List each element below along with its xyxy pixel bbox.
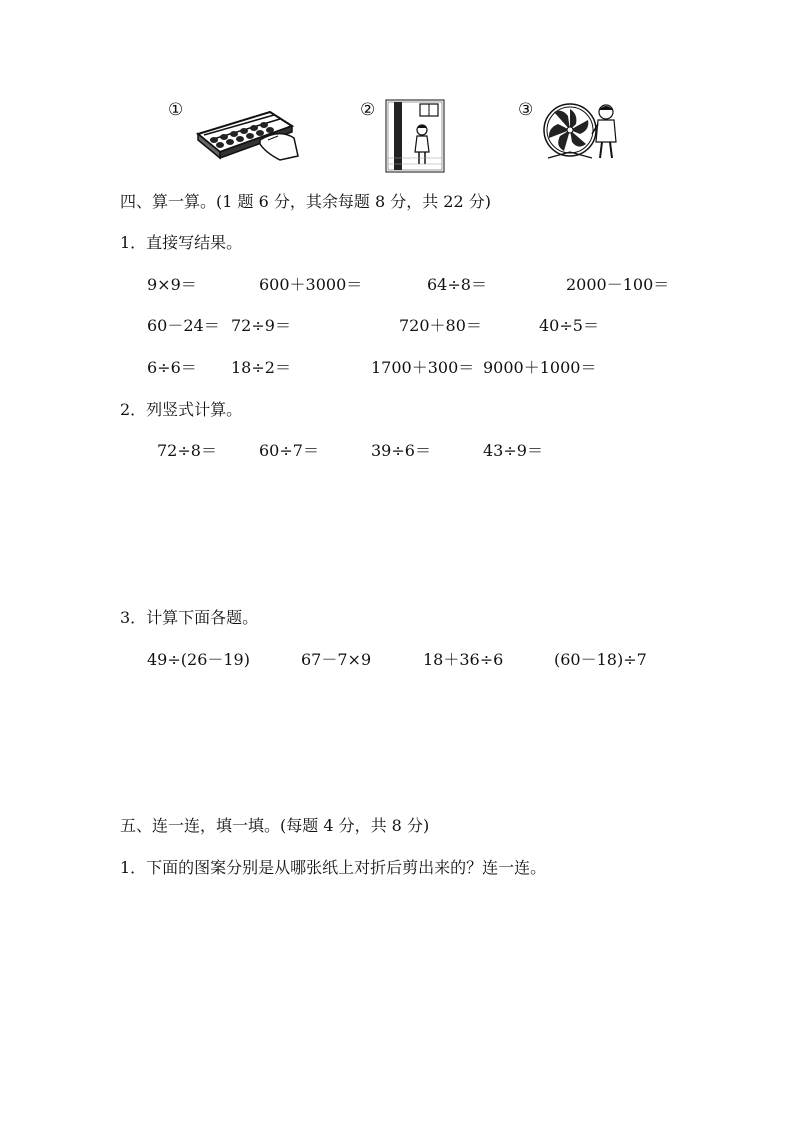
q1-item: 9000＋1000＝: [483, 358, 597, 377]
q1-item: 9×9＝: [147, 275, 197, 294]
fan-child-icon: [540, 100, 630, 164]
q1-item: 18÷2＝: [231, 358, 291, 377]
q1-item: 1700＋300＝: [371, 358, 475, 377]
picture-marker-3: ③: [518, 100, 534, 120]
q2-item: 39÷6＝: [371, 441, 431, 460]
q3-item: 67－7×9: [301, 650, 372, 669]
abacus-icon: [190, 104, 300, 164]
q1-title: 1．直接写结果。: [120, 233, 243, 252]
q3-item: 18＋36÷6: [423, 650, 504, 669]
q1-item: 6÷6＝: [147, 358, 197, 377]
q1-item: 64÷8＝: [427, 275, 487, 294]
q1-item: 600＋3000＝: [259, 275, 363, 294]
q1-item: 720＋80＝: [399, 316, 482, 335]
q2-item: 43÷9＝: [483, 441, 543, 460]
picture-marker-1: ①: [168, 100, 184, 120]
door-child-icon: [384, 98, 446, 174]
q2-item: 72÷8＝: [157, 441, 217, 460]
s5-q1-title: 1．下面的图案分别是从哪张纸上对折后剪出来的？连一连。: [120, 858, 547, 877]
picture-marker-2: ②: [360, 100, 376, 120]
section-5-heading: 五、连一连，填一填。(每题 4 分，共 8 分): [120, 816, 430, 835]
q2-title: 2．列竖式计算。: [120, 400, 243, 419]
q1-item: 40÷5＝: [539, 316, 599, 335]
section-4-heading: 四、算一算。(1 题 6 分，其余每题 8 分，共 22 分): [120, 192, 491, 211]
q1-item: 60－24＝: [147, 316, 220, 335]
q2-item: 60÷7＝: [259, 441, 319, 460]
q1-item: 2000－100＝: [566, 275, 670, 294]
q1-item: 72÷9＝: [231, 316, 291, 335]
q3-item: 49÷(26－19): [147, 650, 250, 669]
q3-title: 3．计算下面各题。: [120, 608, 259, 627]
q3-item: (60－18)÷7: [554, 650, 647, 669]
